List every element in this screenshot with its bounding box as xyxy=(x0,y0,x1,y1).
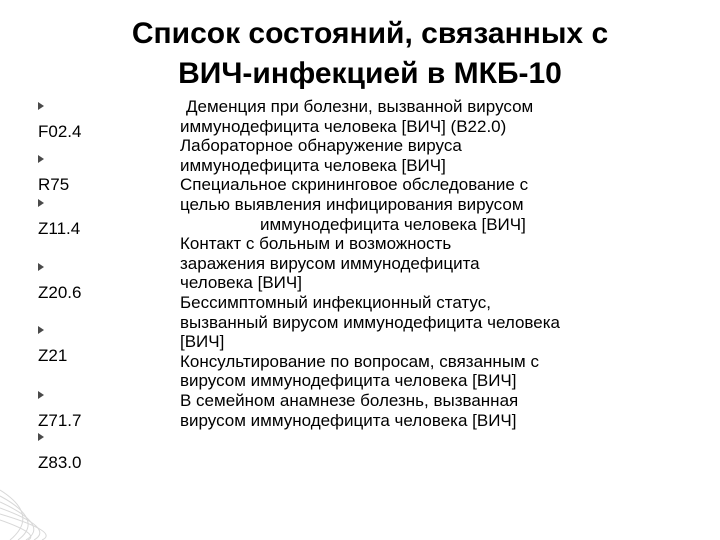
bullet-icon xyxy=(38,326,44,334)
description-line: Контакт с больным и возможность xyxy=(180,234,452,254)
code-label: Z20.6 xyxy=(38,283,82,302)
code-label: Z71.7 xyxy=(38,411,82,430)
code-label: Z83.0 xyxy=(38,453,82,472)
description-list xyxy=(180,97,670,430)
description-line: вирусом иммунодефицита человека [ВИЧ] xyxy=(180,410,517,430)
bullet-icon xyxy=(38,102,44,110)
description-line: Деменция при болезни, вызванной вирусом xyxy=(186,97,534,116)
code-item xyxy=(38,93,82,141)
slide-title xyxy=(60,14,680,94)
code-item xyxy=(38,190,81,238)
code-label: R75 xyxy=(38,175,70,194)
description-line: Специальное скрининговое обследование с xyxy=(180,175,529,195)
bullet-icon xyxy=(38,155,44,163)
description-line: В семейном анамнезе болезнь, вызванная xyxy=(180,390,519,410)
bullet-icon xyxy=(38,263,44,271)
description-line: Бессимптомный инфекционный статус, xyxy=(180,292,491,312)
code-item xyxy=(38,317,72,365)
code-label: Z21 xyxy=(38,346,68,365)
description-line: Консультирование по вопросам, связанным с xyxy=(180,351,539,371)
description-line: вирусом иммунодефицита человека [ВИЧ] xyxy=(180,371,517,391)
description-line: иммунодефицита человека [ВИЧ] xyxy=(260,214,526,234)
description-line: вызванный вирусом иммунодефицита человека xyxy=(180,312,560,332)
description-line: заражения вирусом иммунодефицита xyxy=(180,253,480,273)
decorative-swoosh xyxy=(0,460,720,540)
code-item xyxy=(38,254,82,302)
code-label: F02.4 xyxy=(38,122,82,141)
description-line: [ВИЧ] xyxy=(180,332,225,352)
code-label: Z11.4 xyxy=(38,219,81,238)
title-line-1: Список состояний, связанных с xyxy=(131,17,609,50)
description-line: Лабораторное обнаружение вируса xyxy=(180,136,462,156)
bullet-icon xyxy=(38,433,44,441)
code-item xyxy=(38,424,82,472)
code-item xyxy=(38,382,82,430)
bullet-icon xyxy=(38,199,44,207)
code-item xyxy=(38,146,72,194)
bullet-icon xyxy=(38,391,44,399)
description-line: целью выявления инфицирования вирусом xyxy=(180,194,524,214)
description-line: человека [ВИЧ] xyxy=(180,273,302,293)
title-line-2: ВИЧ-инфекцией в МКБ-10 xyxy=(178,57,562,90)
description-line: иммунодефицита человека [ВИЧ] xyxy=(180,155,446,175)
description-line: иммунодефицита человека [ВИЧ] (B22.0) xyxy=(180,116,507,136)
